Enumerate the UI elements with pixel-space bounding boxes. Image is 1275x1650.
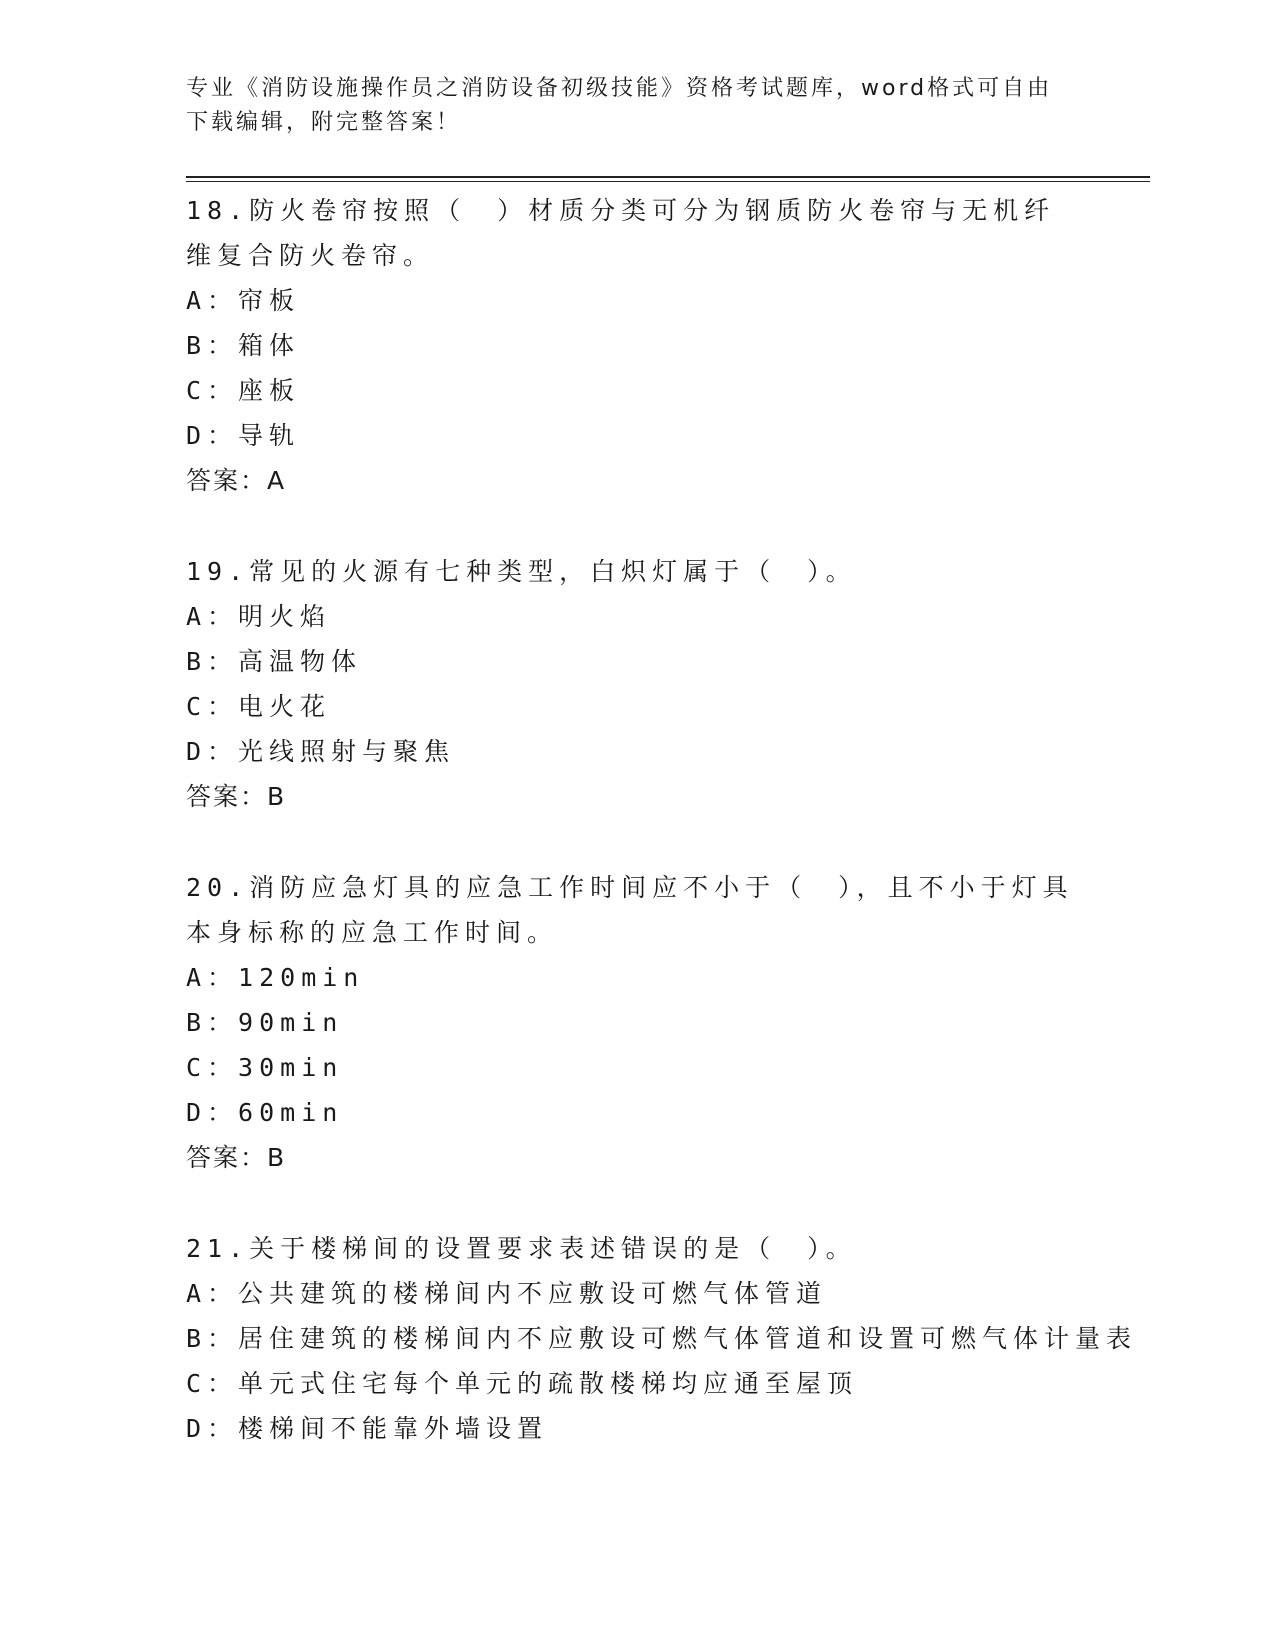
- option-a: A：120min: [186, 963, 365, 992]
- option-b: B：90min: [186, 1008, 344, 1037]
- option-c: C：单元式住宅每个单元的疏散楼梯均应通至屋顶: [186, 1369, 859, 1398]
- option-c: C：30min: [186, 1053, 344, 1082]
- option-d: D：光线照射与聚焦: [186, 737, 456, 766]
- option-a: A：明火焰: [186, 602, 332, 631]
- question-stem: 18.防火卷帘按照（ ）材质分类可分为钢质防火卷帘与无机纤维复合防火卷帘。: [186, 196, 1056, 270]
- option-c: C：电火花: [186, 692, 332, 721]
- option-a: A：帘板: [186, 286, 301, 315]
- option-d: D：导轨: [186, 421, 301, 450]
- question-21: [186, 1226, 1138, 1451]
- answer-line: 答案：B: [186, 1143, 287, 1172]
- option-c: C：座板: [186, 376, 301, 405]
- header-rule-thick: [186, 176, 1150, 178]
- answer-line: 答案：A: [186, 466, 287, 495]
- option-b: B：箱体: [186, 331, 301, 360]
- document-header: 专业《消防设施操作员之消防设备初级技能》资格考试题库，word格式可自由下载编辑，附完整答案！: [186, 76, 1053, 135]
- option-a: A：公共建筑的楼梯间内不应敷设可燃气体管道: [186, 1279, 828, 1308]
- question-19: [186, 549, 1086, 819]
- option-b: B：居住建筑的楼梯间内不应敷设可燃气体管道和设置可燃气体计量表: [186, 1324, 1138, 1353]
- header-rule-thin: [186, 181, 1150, 182]
- question-list: [186, 188, 1138, 1497]
- question-20: [186, 865, 1086, 1180]
- question-stem: 20.消防应急灯具的应急工作时间应不小于（ ），且不小于灯具本身标称的应急工作时间。: [186, 873, 1074, 947]
- question-stem: 21.关于楼梯间的设置要求表述错误的是（ ）。: [186, 1234, 857, 1263]
- question-stem: 19.常见的火源有七种类型，白炽灯属于（ ）。: [186, 557, 857, 586]
- option-d: D：楼梯间不能靠外墙设置: [186, 1414, 549, 1443]
- question-18: [186, 188, 1086, 503]
- answer-line: 答案：B: [186, 782, 287, 811]
- option-d: D：60min: [186, 1098, 344, 1127]
- option-b: B：高温物体: [186, 647, 363, 676]
